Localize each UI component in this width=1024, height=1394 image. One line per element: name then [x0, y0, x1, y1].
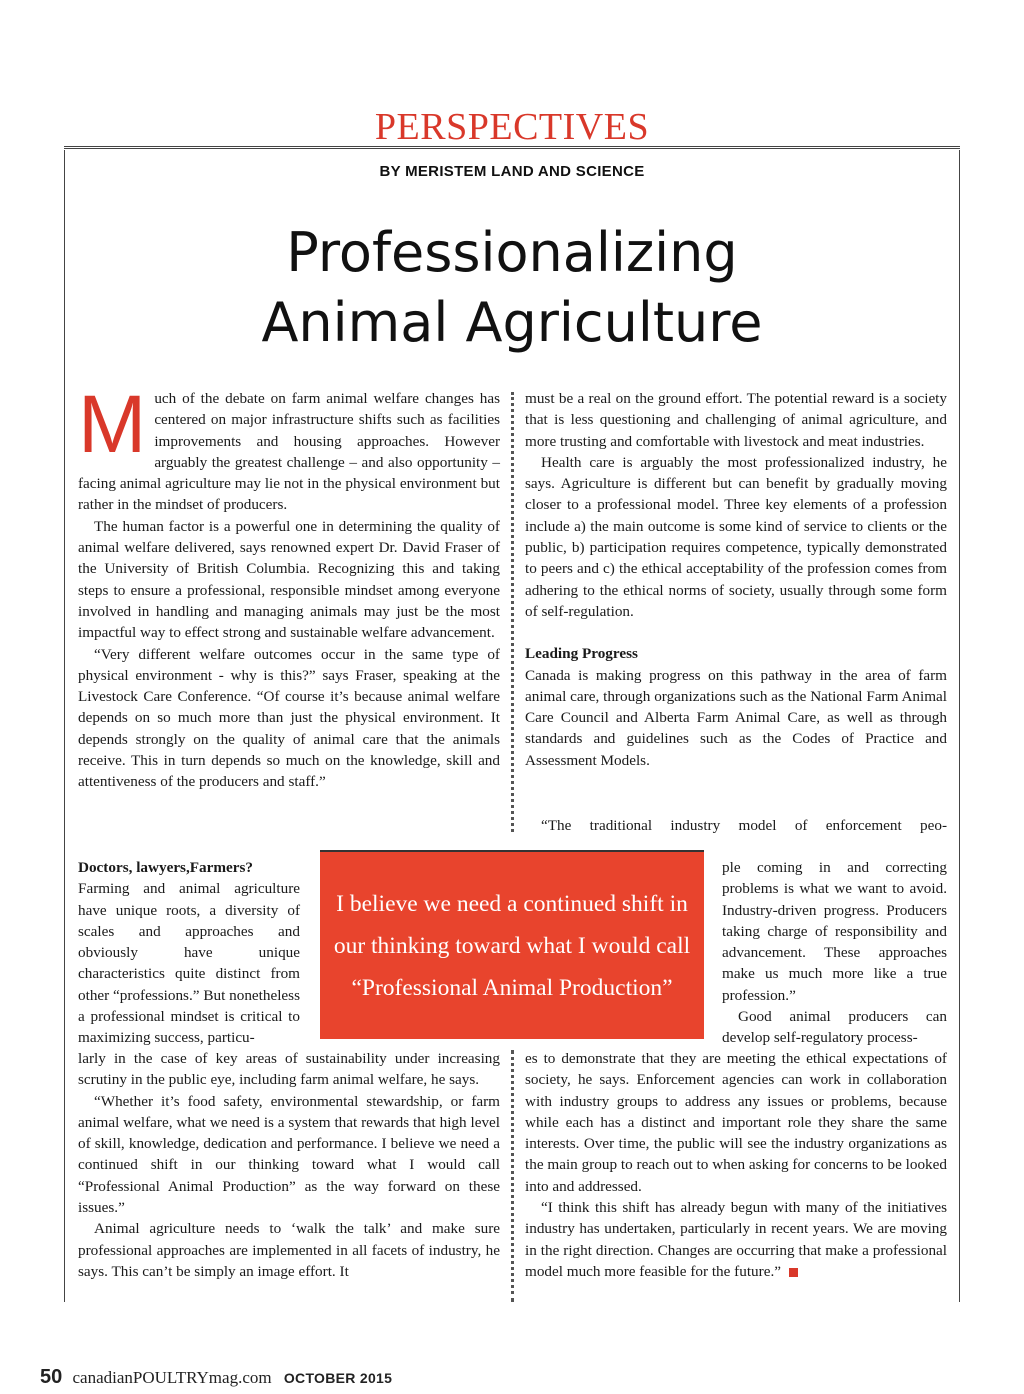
frame-top-rule [64, 146, 960, 149]
closing-text: “I think this shift has already begun with many of the initiatives industry has undertaken, particularly in recent years. We are moving in the right direction. Changes are occurring that make a professional model much more feasible for the future.” [525, 1199, 947, 1280]
left-column-narrow [78, 857, 300, 1049]
closing-paragraph [525, 1197, 947, 1282]
right-column-top [525, 388, 947, 771]
left-column-bottom [78, 1048, 500, 1282]
body-paragraph: larly in the case of key areas of sustainability under increasing scrutiny in the public eye, including farm animal welfare, he says. [78, 1050, 500, 1089]
body-paragraph: ple coming in and correcting problems is what we want to avoid. Industry-driven progress. Producers taking charge of responsibility and advancement. These approaches make us much more like a true profession.” [722, 859, 947, 1004]
intro-paragraph [78, 379, 500, 516]
body-paragraph: Good animal producers can develop self-regulatory process- [722, 1008, 947, 1047]
intro-text: uch of the debate on farm animal welfare changes has centered on major infrastructure shifts such as facilities improvements and housing approaches. However arguably the greatest challenge – and also opportunity – facing animal agriculture may lie not in the physical environment but rather in the mindset of producers. [78, 390, 500, 514]
pull-quote-text: I believe we need a continued shift in our thinking toward what I would call “Professional Animal Production” [333, 890, 691, 1001]
column-divider-bottom [511, 1050, 514, 1302]
body-paragraph: Health care is arguably the most professionalized industry, he says. Agriculture is different but can benefit by gradually moving closer to a professional model. Three key elements of a profession include a) the main outcome is some kind of service to clients or the public, b) participation requires competence, typically demonstrated to peers and c) the ethical acceptability of the profession comes from adhering to the ethical norms of society, usually through some form of self-regulation. [525, 453, 947, 620]
right-column-narrow [722, 857, 947, 1049]
right-column-bottom [525, 1048, 947, 1282]
section-title: PERSPECTIVES [374, 106, 650, 148]
headline [0, 218, 1024, 358]
pull-quote [320, 850, 704, 1039]
byline: BY MERISTEM LAND AND SCIENCE [379, 163, 645, 180]
page-number: 50 [40, 1366, 63, 1388]
spacer [525, 622, 947, 643]
drop-cap: M [78, 379, 147, 470]
left-column-top [78, 379, 500, 793]
issue-date: OCTOBER 2015 [283, 1370, 393, 1386]
body-paragraph: Animal agriculture needs to ‘walk the talk’ and make sure professional approaches are implemented in all facets of industry, he says. This can’t be simply an image effort. It [78, 1220, 500, 1280]
body-paragraph: “Very different welfare outcomes occur in the same type of physical environment - why is this?” says Fraser, speaking at the Livestock Care Conference. “Of course it’s because animal welfare depends on so much more than just the physical environment. It depends strongly on the quality of animal care that the animals receive. This in turn depends so much on the knowledge, skill and attentiveness of the producers and staff.” [78, 645, 500, 791]
page-footer [40, 1366, 392, 1389]
site-name: canadianPOULTRYmag.com [72, 1368, 272, 1387]
body-paragraph: Canada is making progress on this pathway in the area of farm animal care, through organizations such as the National Farm Animal Care Council and Alberta Farm Animal Care, as well as through standards and guidelines such as the Codes of Practice and Assessment Models. [525, 666, 947, 769]
subhead-doctors: Doctors, lawyers,Farmers? [78, 859, 254, 876]
subhead-leading-progress: Leading Progress [525, 645, 638, 663]
end-mark-icon [789, 1268, 798, 1277]
column-divider-top [511, 392, 514, 832]
body-paragraph: Farming and animal agriculture have unique roots, a diversity of scales and approaches and obviously have unique characteristics quite distinct from other “professions.” But nonetheless a professional mindset is critical to maximizing success, particu- [78, 880, 300, 1047]
body-paragraph: must be a real on the ground effort. The potential reward is a society that is less questioning and challenging of animal agriculture, and more trusting and comfortable with livestock and meat industries. [525, 390, 947, 450]
headline-line-1: Professionalizing [286, 221, 738, 284]
right-column-mid [525, 815, 947, 836]
body-paragraph: es to demonstrate that they are meeting the ethical expectations of society, he says. Enforcement agencies can work in collaboration with industry groups to address any issues or problems, because while each has a distinct and important role they share the same interests. Over time, the public will see the industry organizations as the main group to reach out to when asking for concerns to be looked into and addressed. [525, 1050, 947, 1195]
headline-line-2: Animal Agriculture [261, 291, 763, 354]
body-paragraph: “Whether it’s food safety, environmental stewardship, or farm animal welfare, what we need is a system that rewards that high level of skill, knowledge, dedication and performance. I believe we need a continued shift in our thinking toward what I would call “Professional Animal Production” as the way forward on these issues.” [78, 1092, 500, 1217]
body-paragraph: The human factor is a powerful one in determining the quality of animal welfare delivered, says renowned expert Dr. David Fraser of the University of British Columbia. Recognizing this and taking steps to ensure a professional, responsible mindset among everyone involved in handling and managing animals may just be the most impactful way to effect strong and sustainable welfare advancement. [78, 517, 500, 642]
body-paragraph: “The traditional industry model of enforcement peo- [541, 817, 947, 834]
